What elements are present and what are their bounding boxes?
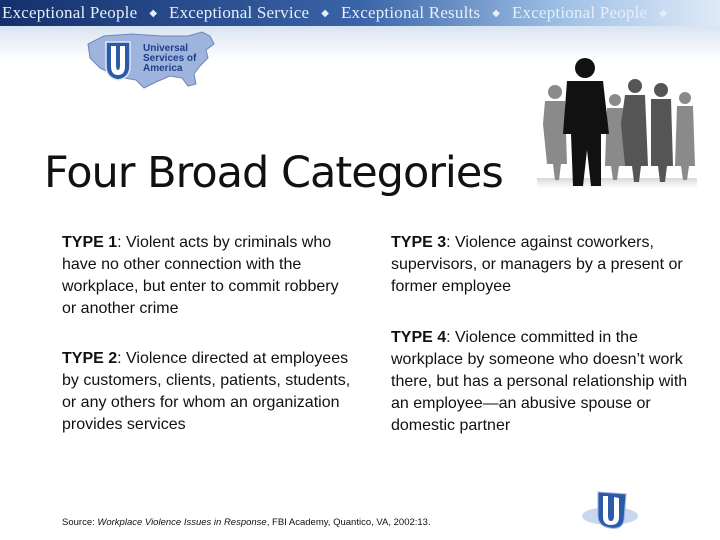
diamond-icon: ◆ — [659, 7, 667, 19]
logo-line: Services of — [143, 53, 197, 64]
type-1-block — [62, 232, 352, 320]
source-prefix: Source: — [62, 517, 98, 528]
logo-text — [143, 44, 196, 74]
diamond-icon: ◆ — [321, 7, 329, 19]
u-shield-icon — [106, 42, 130, 80]
logo-line: Universal — [143, 43, 189, 54]
type-label: TYPE 3 — [391, 234, 447, 251]
type-label: TYPE 1 — [62, 234, 118, 251]
diamond-icon: ◆ — [149, 7, 158, 19]
type-label: TYPE 4 — [391, 329, 447, 346]
business-people-image — [537, 54, 697, 188]
type-2-block — [62, 348, 362, 436]
type-3-block — [391, 232, 711, 298]
banner-item: Exceptional People — [2, 3, 138, 22]
source-title: Workplace Violence Issues in Response — [97, 517, 267, 528]
banner-item: Exceptional Results — [340, 3, 481, 22]
type-description: : Violence against coworkers, supervisors, or managers by a present or former employee — [391, 234, 683, 295]
header-banner — [0, 0, 720, 26]
diamond-icon: ◆ — [492, 7, 500, 19]
source-suffix: , FBI Academy, Quantico, VA, 2002:13. — [266, 517, 431, 528]
page-title: Four Broad Categories — [44, 148, 503, 198]
logo-line: America — [143, 63, 183, 74]
type-4-block — [391, 327, 701, 437]
type-description: : Violence committed in the workplace by someone who doesn’t work there, but has a personal relationship with an employee—an abusive spouse or domestic partner — [391, 329, 688, 434]
type-label: TYPE 2 — [62, 350, 118, 367]
banner-item: Exceptional People — [511, 3, 648, 22]
banner-item: Exceptional Service — [169, 3, 310, 22]
type-description: : Violence directed at employees by customers, clients, patients, students, or any others for whom an organization provides services — [62, 350, 351, 433]
type-description: : Violent acts by criminals who have no other connection with the workplace, but enter to commit robbery or another crime — [62, 234, 339, 317]
source-citation — [62, 517, 431, 528]
small-u-logo-icon — [578, 472, 658, 532]
